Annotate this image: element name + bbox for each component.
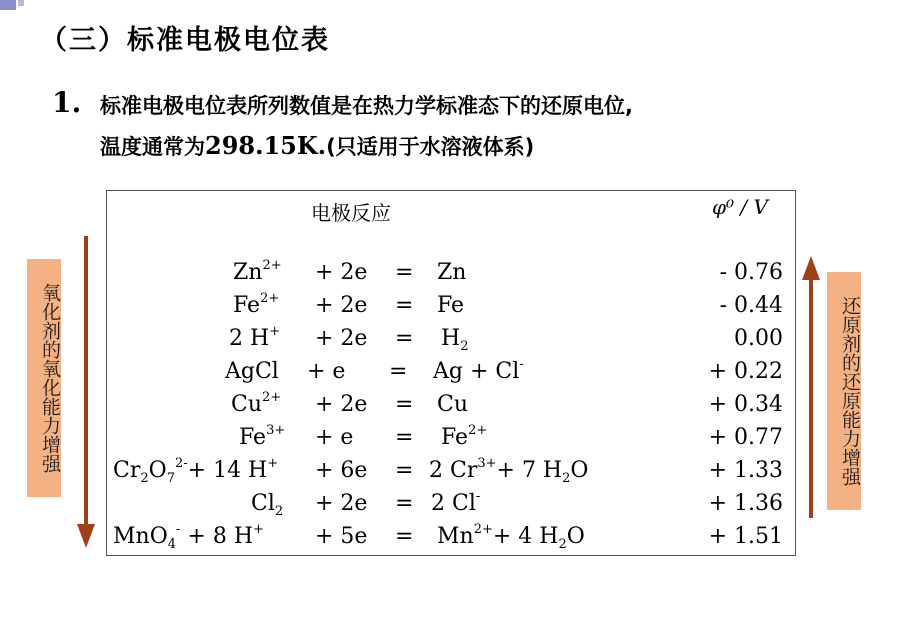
potential-table <box>106 190 796 556</box>
equals-sign: = <box>395 293 414 318</box>
equals-sign: = <box>395 425 414 450</box>
equals-sign: = <box>395 524 414 549</box>
equals-sign: = <box>395 392 414 417</box>
equals-sign: = <box>395 458 414 483</box>
slide-corner-decoration <box>0 0 16 10</box>
electrons: + 5e <box>315 524 368 549</box>
equals-sign: = <box>395 491 414 516</box>
table-row <box>107 455 795 487</box>
electrons: + e <box>307 359 346 384</box>
oxidized-form: 2 H+ <box>229 324 281 351</box>
oxidized-form: $Cr_2O_7^{2-}+ 14$ H+ <box>113 456 279 486</box>
description-line-2 <box>100 126 912 167</box>
table-row <box>107 323 795 355</box>
equals-sign: = <box>395 260 414 285</box>
potential-value: + 0.77 <box>708 425 783 450</box>
reduced-form: Cu <box>437 392 469 417</box>
item-description <box>100 86 912 167</box>
arrow-down-icon <box>74 234 98 550</box>
reduced-form: $Mn^{2+}+ 4$ $H_2O$ <box>437 522 585 552</box>
oxidized-form: MnO$_4$- + 8 H+ <box>113 522 264 552</box>
oxidized-form: $Cl_2$ <box>251 491 284 519</box>
table-row <box>107 290 795 322</box>
table-row <box>107 257 795 289</box>
equals-sign: = <box>395 326 414 351</box>
table-row <box>107 422 795 454</box>
potential-value: + 1.33 <box>708 458 783 483</box>
table-row <box>107 389 795 421</box>
electrons: + 2e <box>315 260 368 285</box>
reduced-form: Fe <box>437 293 465 318</box>
header-standard-potential: φ⁰ / V <box>712 195 768 219</box>
reduced-form: $Fe^{2+}$ <box>441 423 488 450</box>
oxidized-form: $Fe^{3+}$ <box>239 423 286 450</box>
item-number: 1. <box>52 86 82 119</box>
potential-value: + 1.51 <box>708 524 783 549</box>
oxidizing-strength-label: 氧化剂的氧化能力增强 <box>27 259 61 497</box>
description-suffix: (只适用于水溶液体系) <box>326 135 535 159</box>
electrons: + 2e <box>315 326 368 351</box>
equals-sign: = <box>389 359 408 384</box>
reduced-form: 2 $Cr^{3+}+ 7$ $H_2O$ <box>429 456 589 486</box>
potential-value: 0.00 <box>734 326 783 351</box>
electrons: + 2e <box>315 293 368 318</box>
reduced-form: Zn <box>437 260 467 285</box>
section-title: （三）标准电极电位表 <box>40 25 330 56</box>
table-row <box>107 488 795 520</box>
electrons: + 6e <box>315 458 368 483</box>
oxidized-form: $Fe^{2+}$ <box>233 291 280 318</box>
potential-value: - 0.76 <box>719 260 783 285</box>
oxidized-form: $Cu^{2+}$ <box>231 390 282 417</box>
reducing-strength-label: 还原剂的还原能力增强 <box>827 272 861 510</box>
table-row <box>107 356 795 388</box>
oxidized-form: $Zn^{2+}$ <box>233 258 282 285</box>
electrons: + 2e <box>315 491 368 516</box>
electrons: + 2e <box>315 392 368 417</box>
reduced-form: Ag + Cl- <box>433 357 524 384</box>
reduced-form: $H_2$ <box>441 326 469 354</box>
temperature-value: 298.15K. <box>205 131 327 160</box>
reduced-form: 2 Cl- <box>431 489 481 516</box>
description-line-1: 标准电极电位表所列数值是在热力学标准态下的还原电位, <box>100 94 633 118</box>
arrow-up-icon <box>799 256 823 520</box>
oxidized-form: AgCl <box>225 359 279 384</box>
potential-value: + 1.36 <box>708 491 783 516</box>
slide-corner-decoration-small <box>18 0 24 6</box>
potential-value: + 0.22 <box>708 359 783 384</box>
description-prefix: 温度通常为 <box>100 135 205 159</box>
electrons: + e <box>315 425 354 450</box>
table-row <box>107 521 795 553</box>
header-electrode-reaction: 电极反应 <box>311 201 391 225</box>
potential-value: - 0.44 <box>719 293 783 318</box>
potential-value: + 0.34 <box>708 392 783 417</box>
